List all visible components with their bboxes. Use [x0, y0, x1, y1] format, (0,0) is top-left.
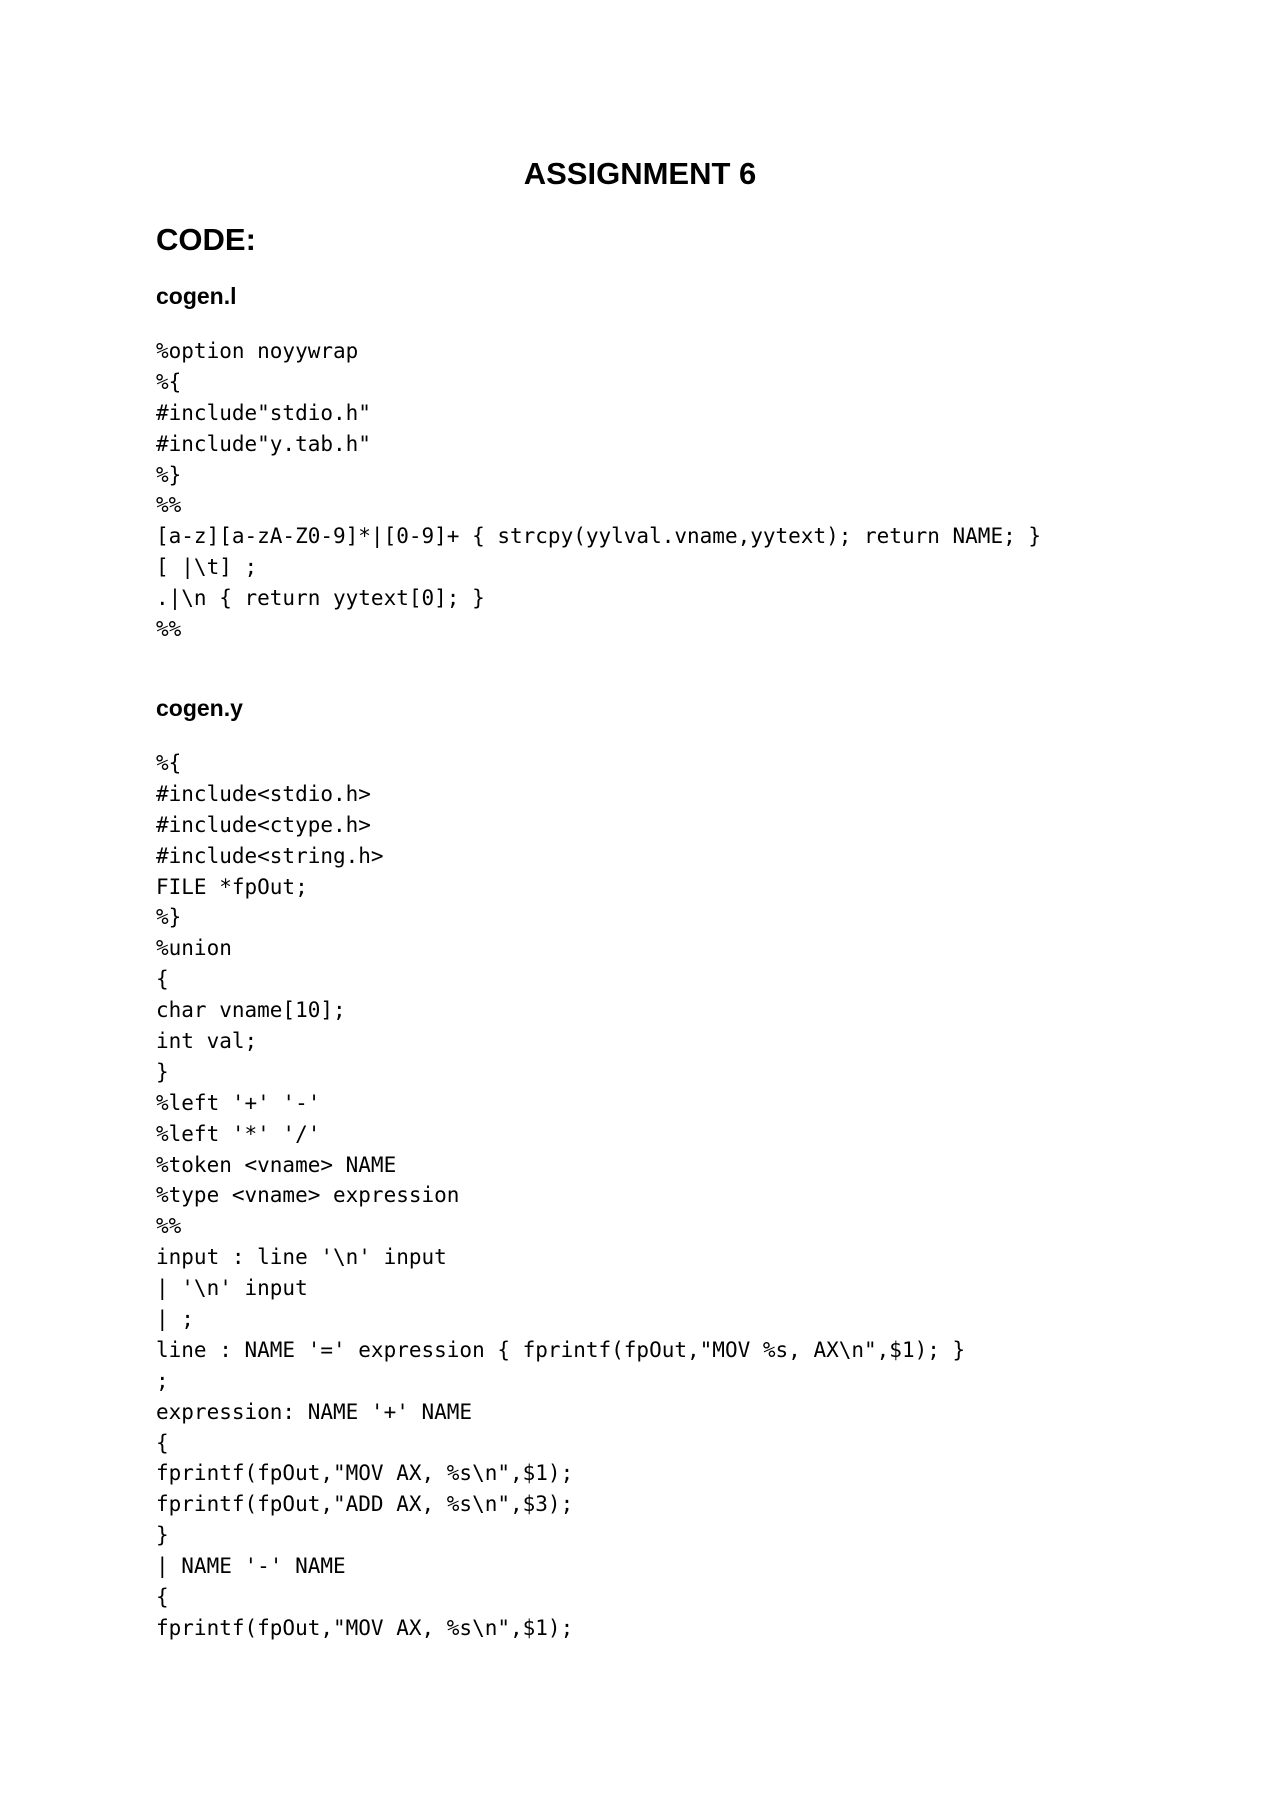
code-block-cogen-l: [156, 336, 1041, 645]
code-section-heading: CODE:: [156, 222, 256, 257]
code-line: %union: [156, 936, 232, 961]
code-line: %left '*' '/': [156, 1121, 321, 1146]
code-line: fprintf(fpOut,"ADD AX, %s\n",$3);: [156, 1492, 574, 1517]
code-line: expression: NAME '+' NAME: [156, 1399, 473, 1424]
code-line: [a-z][a-zA-Z0-9]*|[0-9]+ { strcpy(yylval.vname,yytext); return NAME; }: [156, 524, 1042, 549]
code-line: %type <vname> expression: [156, 1183, 460, 1208]
code-line: }: [156, 1523, 169, 1548]
code-line: [ |\t] ;: [156, 555, 258, 580]
code-block-cogen-y: [156, 748, 965, 1644]
code-line: %%: [156, 1214, 182, 1239]
code-line: #include"stdio.h": [156, 400, 371, 425]
code-line: .|\n { return yytext[0]; }: [156, 586, 485, 611]
code-line: {: [156, 1430, 169, 1455]
code-line: line : NAME '=' expression { fprintf(fpOut,"MOV %s, AX\n",$1); }: [156, 1337, 966, 1362]
code-line: {: [156, 967, 169, 992]
code-line: input : line '\n' input: [156, 1245, 447, 1270]
code-line: fprintf(fpOut,"MOV AX, %s\n",$1);: [156, 1461, 574, 1486]
code-line: #include"y.tab.h": [156, 431, 371, 456]
code-line: %left '+' '-': [156, 1090, 321, 1115]
code-line: %%: [156, 617, 182, 642]
code-line: %}: [156, 905, 182, 930]
code-line: ;: [156, 1368, 169, 1393]
code-line: {: [156, 1585, 169, 1610]
document-title: ASSIGNMENT 6: [523, 156, 757, 191]
code-line: FILE *fpOut;: [156, 874, 308, 899]
code-line: | '\n' input: [156, 1276, 308, 1301]
code-line: | NAME '-' NAME: [156, 1554, 346, 1579]
code-line: #include<ctype.h>: [156, 812, 371, 837]
code-line: %option noyywrap: [156, 339, 359, 363]
code-line: }: [156, 1059, 169, 1084]
code-line: %{: [156, 751, 182, 775]
code-line: %token <vname> NAME: [156, 1152, 397, 1177]
code-line: %{: [156, 369, 182, 394]
code-line: | ;: [156, 1307, 194, 1332]
code-line: #include<stdio.h>: [156, 781, 371, 806]
code-line: int val;: [156, 1029, 258, 1054]
code-line: #include<string.h>: [156, 843, 384, 868]
file-label-cogen-l: cogen.l: [156, 283, 237, 309]
code-line: fprintf(fpOut,"MOV AX, %s\n",$1);: [156, 1615, 574, 1640]
code-line: %%: [156, 493, 182, 518]
file-label-cogen-y: cogen.y: [156, 695, 243, 721]
code-line: char vname[10];: [156, 998, 346, 1023]
code-line: %}: [156, 462, 182, 487]
